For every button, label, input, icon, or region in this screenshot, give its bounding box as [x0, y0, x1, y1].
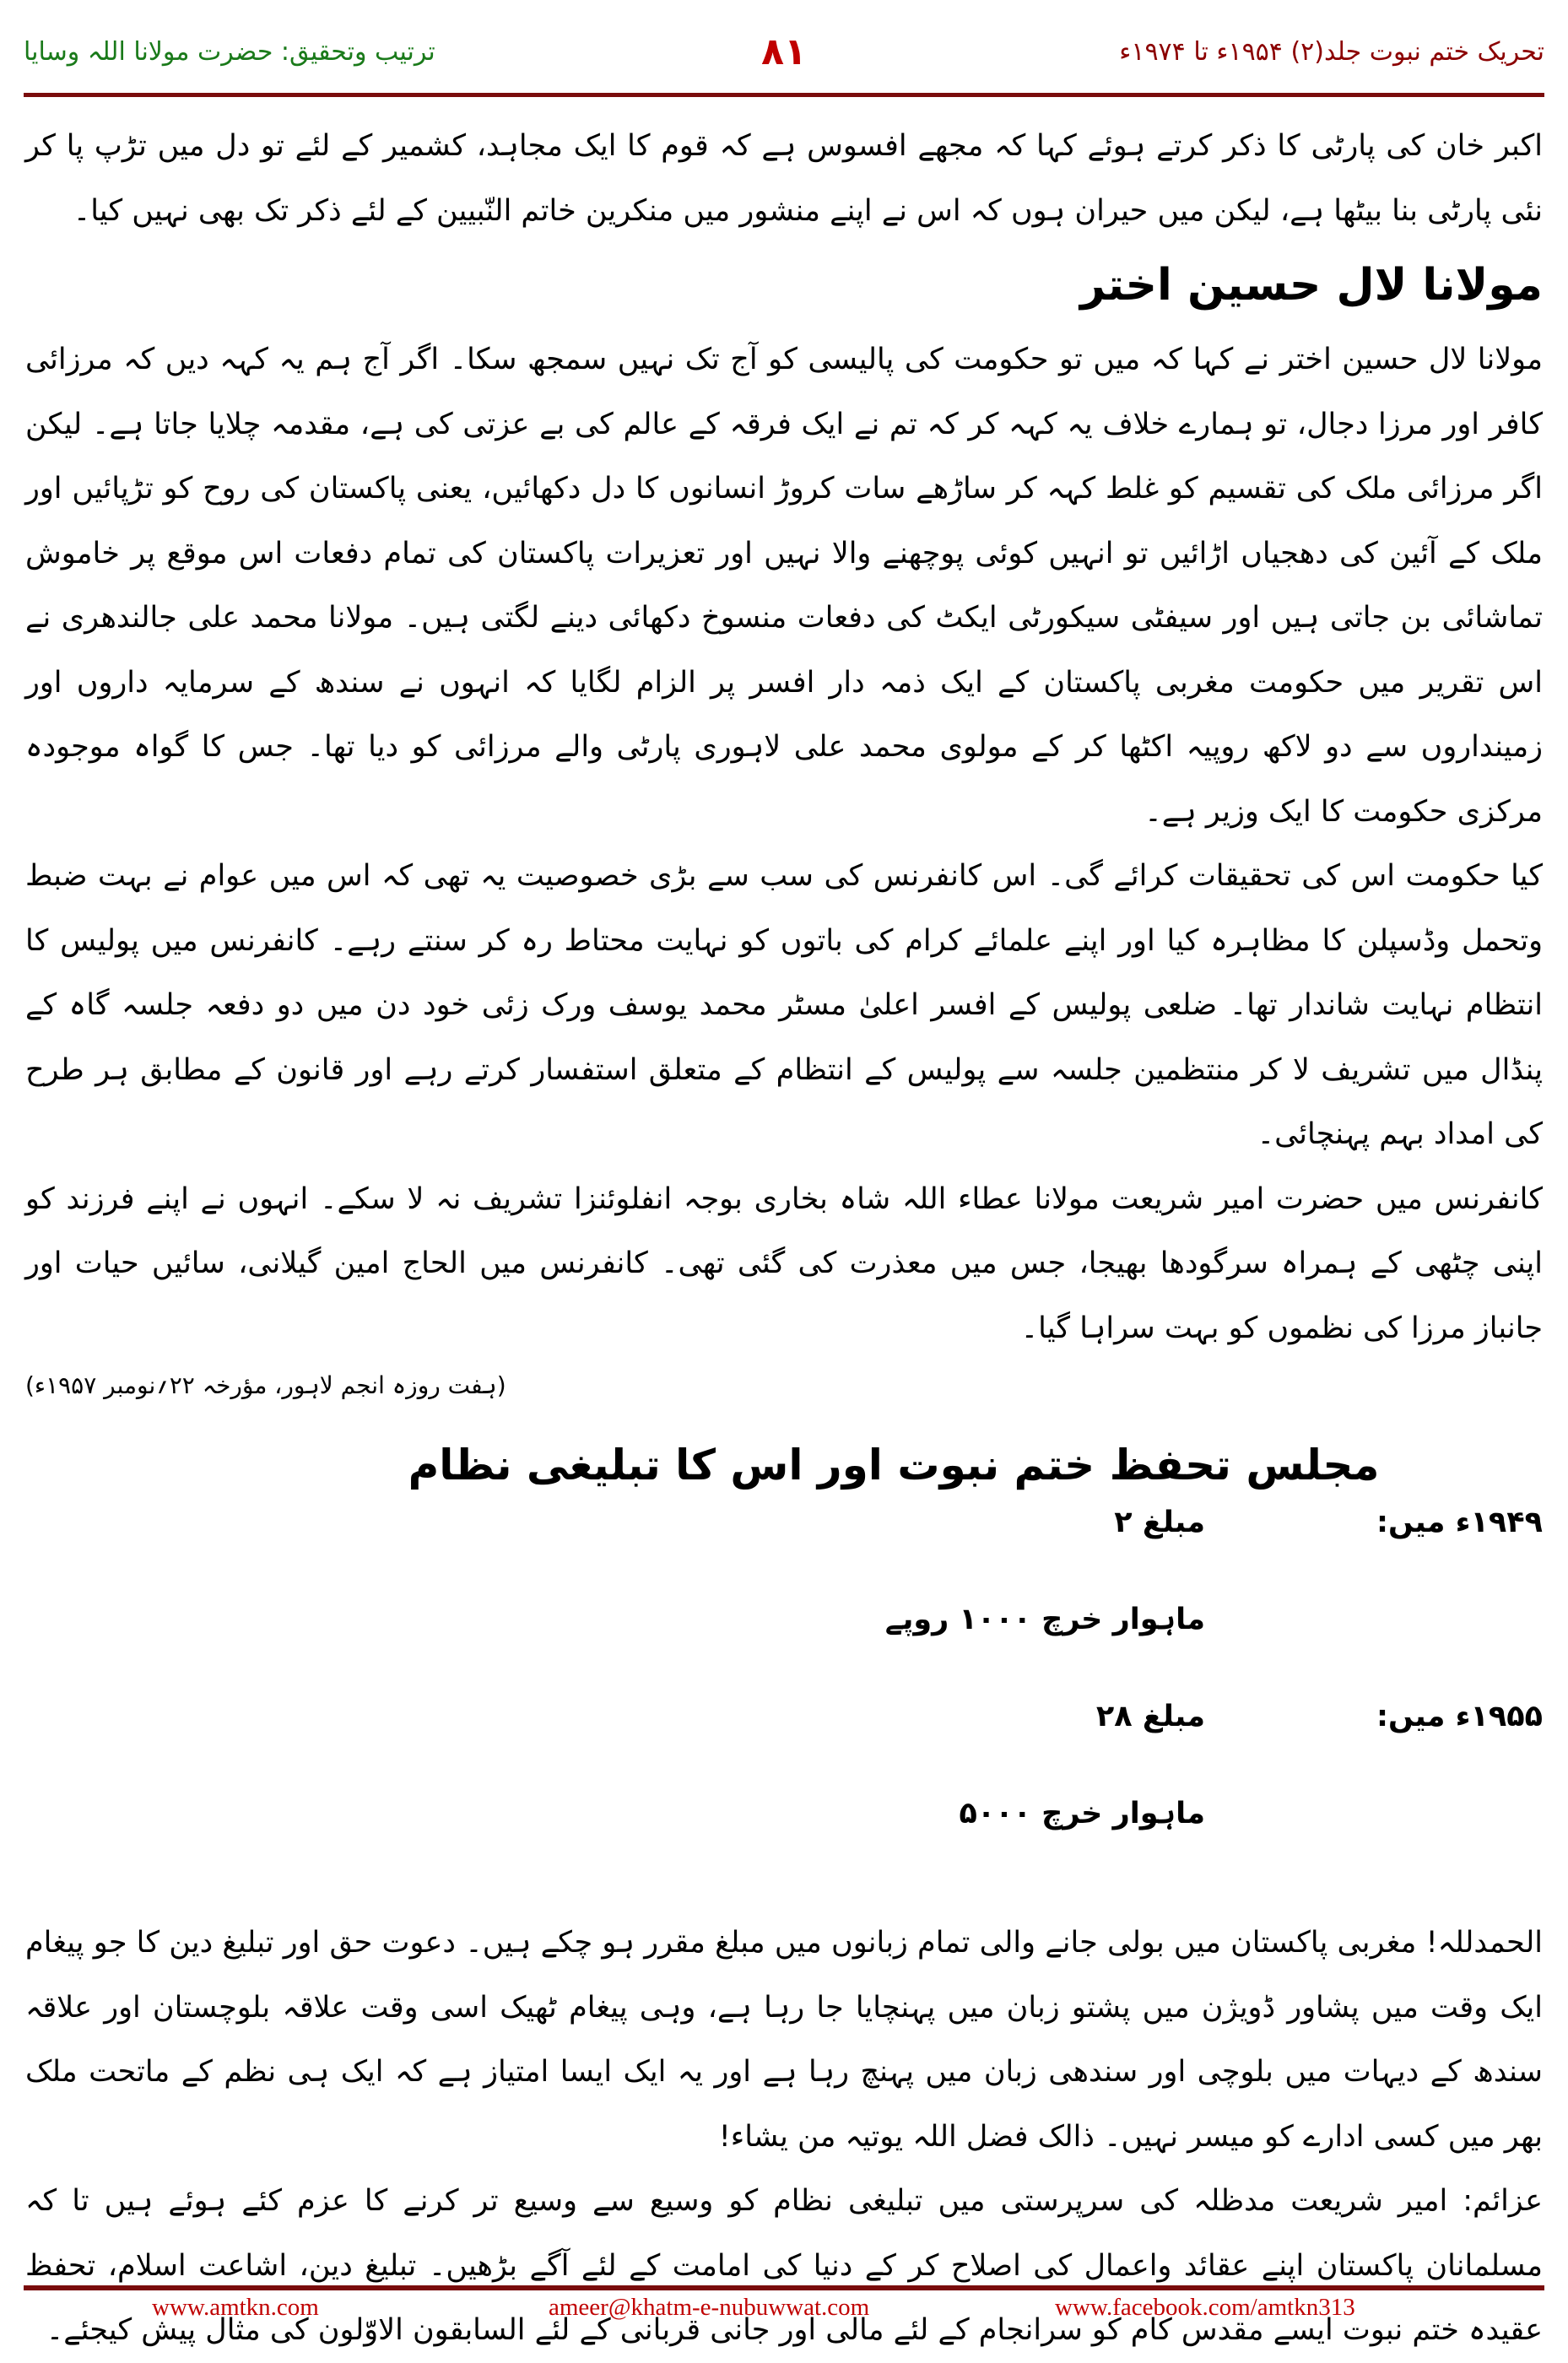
- paragraph-azaim: عزائم: امیر شریعت مدظلہ کی سرپرستی میں تبلیغی نظام کو وسیع سے وسیع تر کرنے کا عزم کئے ہوئے ہیں تا کہ مسلمانان پاکستان اپنے عقائد واعمال کی اصلاح کر کے دنیا کی امامت کے لئے آگے بڑھیں۔ تبلیغ دین، اشاعت اسلام، تحفظ عقیدہ ختم نبوت ایسے مقدس کام کو سرانجام کے لئے مالی اور جانی قربانی کے لئے السابقون الاوّلون کی مثال پیش کیجئے۔: [25, 2184, 1543, 2347]
- email-link[interactable]: ameer@khatm-e-nubuwwat.com: [549, 2294, 870, 2321]
- paragraph-amir-shariat: کانفرنس میں حضرت امیر شریعت مولانا عطاء اللہ شاہ بخاری بوجہ انفلوئنزا تشریف نہ لا سکے۔ انہوں نے اپنے فرزند کو اپنی چٹھی کے ہمراہ سرگودھا بھیجا، جس میں معذرت کی گئی تھی۔ کانفرنس میں الحاج امین گیلانی، سائیں حیات اور جانباز مرزا کی نظموں کو بہت سراہا گیا۔: [25, 1182, 1543, 1345]
- paragraph-conference: کیا حکومت اس کی تحقیقات کرائے گی۔ اس کانفرنس کی سب سے بڑی خصوصیت یہ تھی کہ اس میں عوام نے بہت ضبط وتحمل وڈسپلن کا مظاہرہ کیا اور اپنے علمائے کرام کی باتوں کو نہایت محتاط رہ کر سنتے رہے۔ کانفرنس میں پولیس کا انتظام نہایت شاندار تھا۔ ضلعی پولیس کے افسر اعلیٰ مسٹر محمد یوسف ورک زئی خود دن میں دو دفعہ جلسہ گاہ کے پنڈال میں تشریف لا کر منتظمین جلسہ سے پولیس کے انتظام کے متعلق استفسار کرتے رہے اور قانون کے مطابق ہر طرح کی امداد بہم پہنچائی۔: [25, 859, 1543, 1151]
- stat-preachers-1955: مبلغ ۲۸: [1095, 1700, 1205, 1733]
- stat-year-1949: ۱۹۴۹ء میں:: [1376, 1506, 1543, 1539]
- stat-year-1955: ۱۹۵۵ء میں:: [1376, 1700, 1543, 1733]
- page-header: [24, 30, 1544, 78]
- paragraph-alhamdulillah: الحمدللہ! مغربی پاکستان میں بولی جانے والی تمام زبانوں میں مبلغ مقرر ہو چکے ہیں۔ دعوت حق اور تبلیغ دین کا جو پیغام ایک وقت میں پشاور ڈویژن میں پشتو زبان میں پہنچایا جا رہا ہے، وہی پیغام ٹھیک اسی وقت علاقہ بلوچستان اور علاقہ سندھ کے دیہات میں بلوچی اور سندھی زبان میں پہنچ رہا ہے اور یہ ایک ایسا امتیاز ہے کہ ایک ہی نظم کے ماتحت ملک بھر میں کسی ادارے کو میسر نہیں۔ ذالک فضل اللہ یوتیہ من یشاء!: [25, 1926, 1543, 2154]
- page-number: ۸۱: [761, 30, 807, 73]
- facebook-link[interactable]: www.facebook.com/amtkn313: [1055, 2294, 1355, 2321]
- header-rule: [24, 93, 1544, 97]
- book-title: تحریک ختم نبوت جلد(۲) ۱۹۵۴ء تا ۱۹۷۴ء: [1119, 37, 1544, 67]
- heading-lal-hussain-akhtar: مولانا لال حسین اختر: [1079, 260, 1543, 311]
- heading-majlis-tahaffuz: مجلس تحفظ ختم نبوت اور اس کا تبلیغی نظام: [408, 1441, 1380, 1490]
- website-link[interactable]: www.amtkn.com: [152, 2294, 319, 2321]
- stat-preachers-1949: مبلغ ۲: [1114, 1506, 1205, 1539]
- paragraph-akbar-khan: اکبر خان کی پارٹی کا ذکر کرتے ہوئے کہا کہ مجھے افسوس ہے کہ قوم کا ایک مجاہد، کشمیر کے لئے تو دل میں تڑپ پا کر نئی پارٹی بنا بیٹھا ہے، لیکن میں حیران ہوں کہ اس نے اپنے منشور میں منکرین خاتم النّبیین کے لئے ذکر تک بھی نہیں کیا۔: [25, 129, 1543, 228]
- preacher-stats: [25, 1506, 1543, 1911]
- page-body: [25, 114, 1543, 2363]
- footer-rule: [24, 2285, 1544, 2290]
- page-footer: [0, 2294, 1568, 2328]
- compiler-credit: ترتیب وتحقیق: حضرت مولانا اللہ وسایا: [24, 37, 435, 67]
- source-citation: (ہفت روزہ انجم لاہور، مؤرخہ ۲۲؍نومبر ۱۹۵۷ء): [25, 1371, 506, 1399]
- paragraph-speech: مولانا لال حسین اختر نے کہا کہ میں تو حکومت کی پالیسی کو آج تک نہیں سمجھ سکا۔ اگر آج ہم یہ کہہ دیں کہ مرزائی کافر اور مرزا دجال، تو ہمارے خلاف یہ کہہ کر کہ تم نے ایک فرقہ کے عالم کی بے عزتی کی ہے، مقدمہ چلایا جاتا ہے۔ لیکن اگر مرزائی ملک کی تقسیم کو غلط کہہ کر ساڑھے سات کروڑ انسانوں کا دل دکھائیں، یعنی پاکستان کی روح کو تڑپائیں اور ملک کے آئین کی دھجیاں اڑائیں تو انہیں کوئی پوچھنے والا نہیں اور تعزیرات پاکستان کی تمام دفعات اس موقع پر خاموش تماشائی بن جاتی ہیں اور سیفٹی سیکورٹی ایکٹ کی دفعات منسوخ دکھائی دینے لگتی ہیں۔ مولانا محمد علی جالندھری نے اس تقریر میں حکومت مغربی پاکستان کے ایک ذمہ دار افسر پر الزام لگایا کہ انہوں نے سندھ کے سرمایہ داروں اور زمینداروں سے دو لاکھ روپیہ اکٹھا کر کے مولوی محمد علی لاہوری پارٹی والے مرزائی کو دیا تھا۔ جس کا گواہ موجودہ مرکزی حکومت کا ایک وزیر ہے۔: [25, 343, 1543, 829]
- stat-expense-1955: ماہوار خرچ ۵۰۰۰: [959, 1797, 1205, 1830]
- stat-expense-1949: ماہوار خرچ ۱۰۰۰ روپے: [884, 1603, 1205, 1636]
